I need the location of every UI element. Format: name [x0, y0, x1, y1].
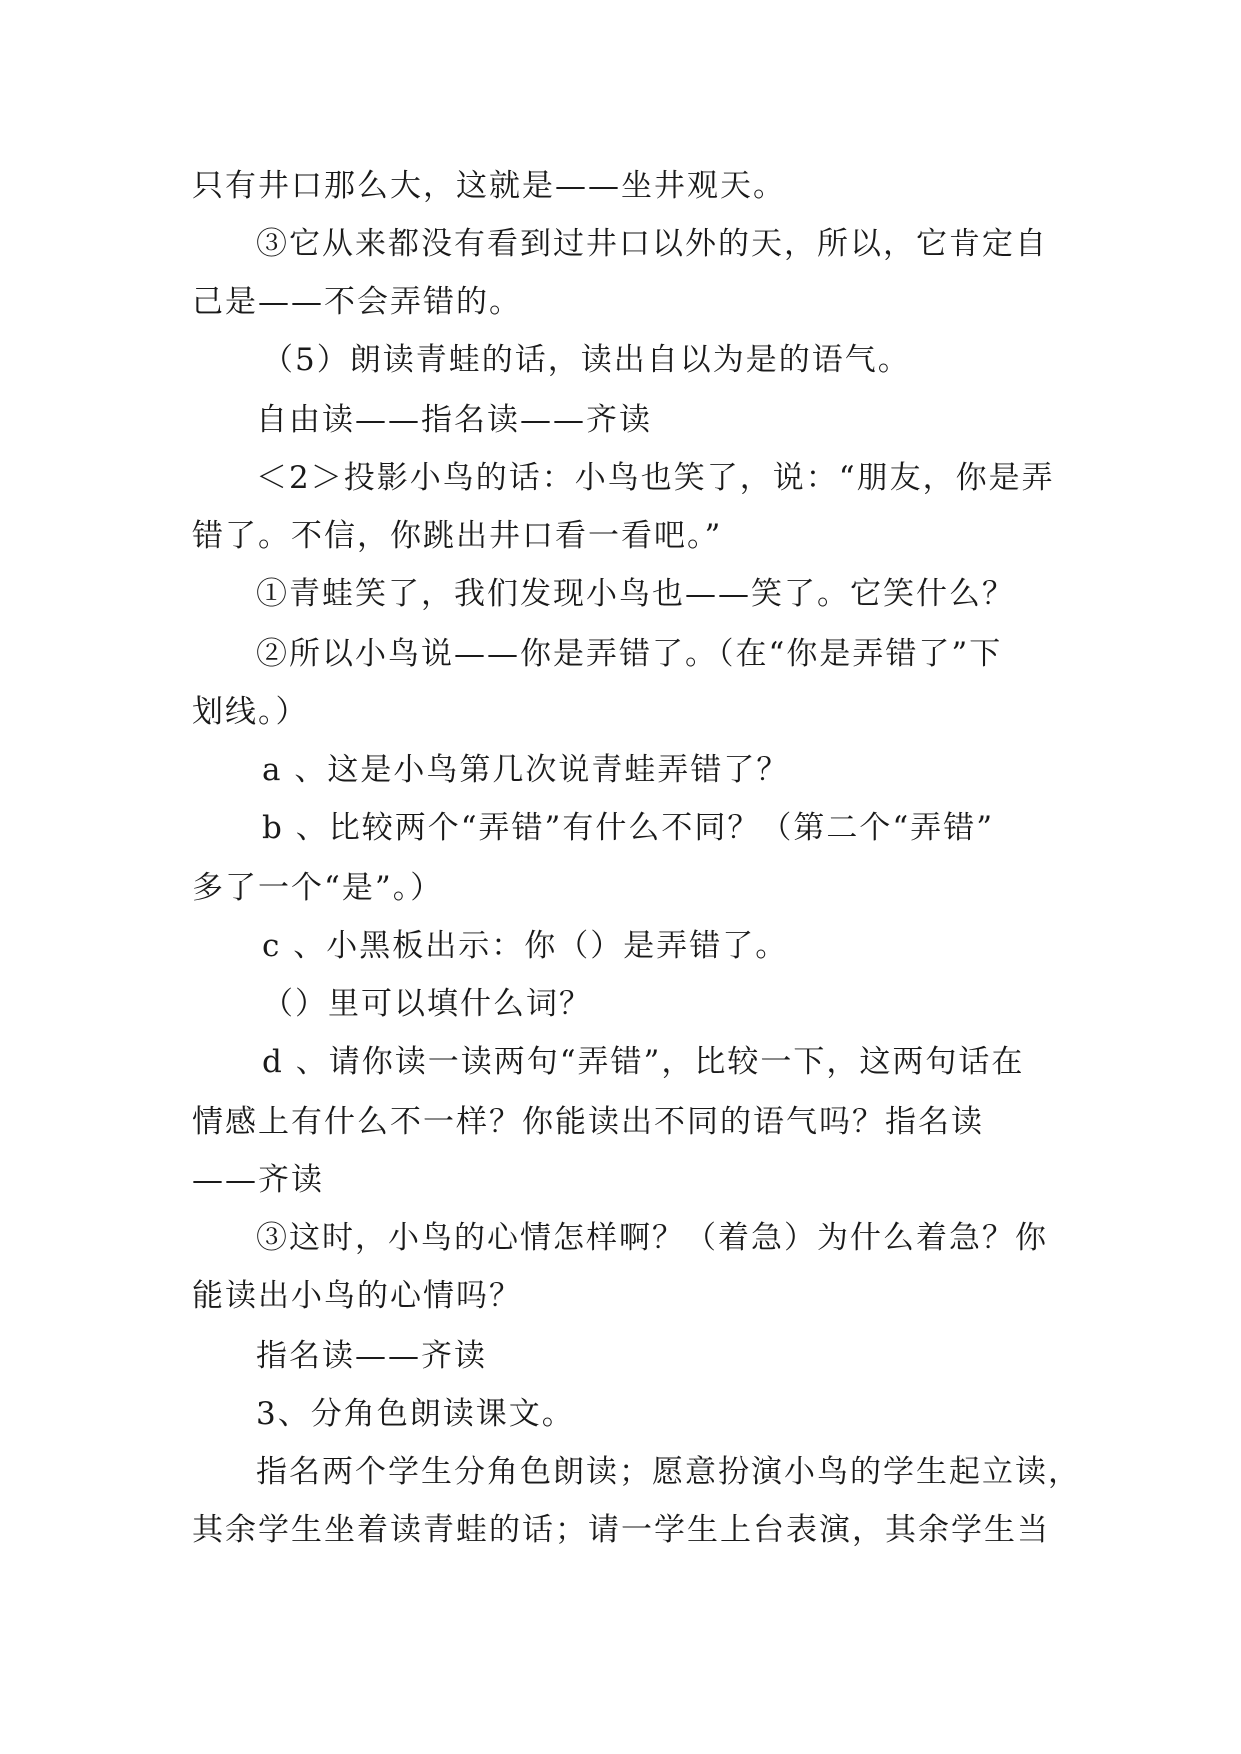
text-line-16: d 、请你读一读两句“弄错”，比较一下，这两句话在	[262, 1044, 1025, 1080]
text-line-17: 情感上有什么不一样？你能读出不同的语气吗？指名读	[192, 1104, 984, 1140]
text-line-8: ①青蛙笑了，我们发现小鸟也——笑了。它笑什么？	[256, 576, 1015, 612]
text-line-23: 指名两个学生分角色朗读；愿意扮演小鸟的学生起立读，	[256, 1454, 1081, 1490]
text-line-5: 自由读——指名读——齐读	[256, 402, 652, 438]
text-line-1: 只有井口那么大，这就是——坐井观天。	[192, 168, 786, 204]
text-line-15: （）里可以填什么词？	[262, 986, 592, 1022]
text-line-3: 己是——不会弄错的。	[192, 284, 522, 320]
text-line-14: c 、小黑板出示：你（）是弄错了。	[262, 928, 789, 964]
text-line-24: 其余学生坐着读青蛙的话；请一学生上台表演，其余学生当	[192, 1512, 1050, 1548]
text-line-13: 多了一个“是”。）	[192, 870, 444, 906]
text-line-19: ③这时，小鸟的心情怎样啊？（着急）为什么着急？你	[256, 1220, 1048, 1256]
text-line-20: 能读出小鸟的心情吗？	[192, 1278, 522, 1314]
text-line-21: 指名读——齐读	[256, 1338, 487, 1374]
text-line-6: ＜2＞投影小鸟的话：小鸟也笑了，说：“朋友，你是弄	[256, 460, 1055, 496]
text-line-10: 划线。）	[192, 694, 309, 730]
text-line-12: b 、比较两个“弄错”有什么不同？（第二个“弄错”	[262, 810, 995, 846]
text-line-7: 错了。不信，你跳出井口看一看吧。”	[192, 518, 723, 554]
text-line-11: a 、这是小鸟第几次说青蛙弄错了？	[262, 752, 790, 788]
text-line-18: ——齐读	[192, 1162, 324, 1198]
text-line-2: ③它从来都没有看到过井口以外的天，所以，它肯定自	[256, 226, 1048, 262]
text-line-22: 3、分角色朗读课文。	[256, 1396, 575, 1432]
text-line-4: （5）朗读青蛙的话，读出自以为是的语气。	[262, 342, 911, 378]
text-line-9: ②所以小鸟说——你是弄错了。（在“你是弄错了”下	[256, 636, 1003, 672]
